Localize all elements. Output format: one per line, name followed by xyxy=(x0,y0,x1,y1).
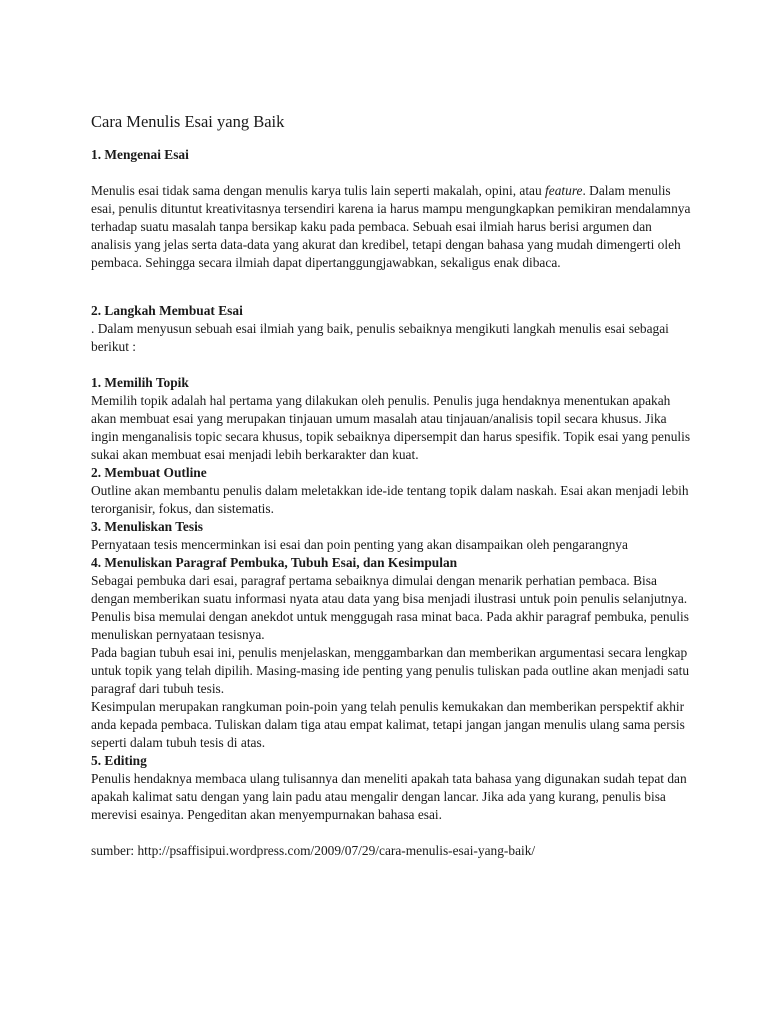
italic-term: feature xyxy=(545,183,583,198)
paragraph-text: Menulis esai tidak sama dengan menulis karya tulis lain seperti makalah, opini, atau xyxy=(91,183,546,198)
step-paragraph: Pernyataan tesis mencerminkan isi esai dan poin penting yang akan disampaikan oleh pengarangnya xyxy=(91,537,628,552)
document-body xyxy=(91,110,691,860)
step-heading: 2. Membuat Outline xyxy=(91,465,207,480)
step-paragraph: Memilih topik adalah hal pertama yang dilakukan oleh penulis. Penulis juga hendaknya menentukan apakah akan membuat esai yang merupakan tinjauan umum masalah atau tinjauan/analisis topil secara khusus. Jika ingin menganalisis topic secara khusus, topik sebaiknya dipersempit dan harus spesifik. Topik esai yang penulis sukai akan membuat esai menjadi lebih berkarakter dan kuat. xyxy=(91,393,691,462)
step-heading: 1. Memilih Topik xyxy=(91,375,189,390)
section-intro-langkah: . Dalam menyusun sebuah esai ilmiah yang baik, penulis sebaiknya mengikuti langkah menulis esai sebagai berikut : xyxy=(91,321,669,354)
step-paragraph: Pada bagian tubuh esai ini, penulis menjelaskan, menggambarkan dan memberikan argumentasi secara lengkap untuk topik yang telah dipilih. Masing-masing ide penting yang penulis tuliskan pada outline akan menjadi satu paragraf dari tubuh tesis. xyxy=(91,645,690,696)
section-heading-mengenai-esai: 1. Mengenai Esai xyxy=(91,147,189,162)
step-heading: 3. Menuliskan Tesis xyxy=(91,519,204,534)
source-citation: sumber: http://psaffisipui.wordpress.com/2009/07/29/cara-menulis-esai-yang-baik/ xyxy=(91,843,536,858)
paragraph-text: . Dalam menulis esai, penulis dituntut kreativitasnya tersendiri karena ia harus mampu mengungkapkan pemikiran mendalamnya terhadap suatu masalah tanpa bersikap kaku pada pembaca. Sebuah esai ilmiah harus berisi argumen dan analisis yang jelas serta data-data yang akurat dan kredibel, tetapi dengan bahasa yang mudah dimengerti oleh pembaca. Sehingga secara ilmiah dapat dipertanggungjawabkan, sekaligus enak dibaca. xyxy=(91,183,691,270)
step-paragraph: Penulis hendaknya membaca ulang tulisannya dan meneliti apakah tata bahasa yang digunakan sudah tepat dan apakah kalimat satu dengan yang lain padu atau mengalir dengan lancar. Jika ada yang kurang, penulis bisa merevisi esainya. Pengeditan akan menyempurnakan bahasa esai. xyxy=(91,771,687,822)
section-heading-langkah: 2. Langkah Membuat Esai xyxy=(91,303,243,318)
step-paragraph: Sebagai pembuka dari esai, paragraf pertama sebaiknya dimulai dengan menarik perhatian pembaca. Bisa dengan memberikan suatu informasi nyata atau data yang bisa menjadi ilustrasi untuk poin penulis selanjutnya. Penulis bisa memulai dengan anekdot untuk menggugah rasa minat baca. Pada akhir paragraf pembuka, penulis menuliskan pernyataan tesisnya. xyxy=(91,573,689,642)
section-paragraph-mengenai-esai xyxy=(91,182,691,272)
step-heading: 5. Editing xyxy=(91,753,147,768)
document-title: Cara Menulis Esai yang Baik xyxy=(91,112,285,131)
step-paragraph: Outline akan membantu penulis dalam meletakkan ide-ide tentang topik dalam naskah. Esai akan menjadi lebih terorganisir, fokus, dan sistematis. xyxy=(91,483,689,516)
steps-list xyxy=(91,374,691,824)
step-heading: 4. Menuliskan Paragraf Pembuka, Tubuh Esai, dan Kesimpulan xyxy=(91,555,458,570)
step-paragraph: Kesimpulan merupakan rangkuman poin-poin yang telah penulis kemukakan dan memberikan perspektif akhir anda kepada pembaca. Tuliskan dalam tiga atau empat kalimat, tetapi jangan jangan menulis ulang sama persis seperti dalam tubuh tesis di atas. xyxy=(91,699,685,750)
